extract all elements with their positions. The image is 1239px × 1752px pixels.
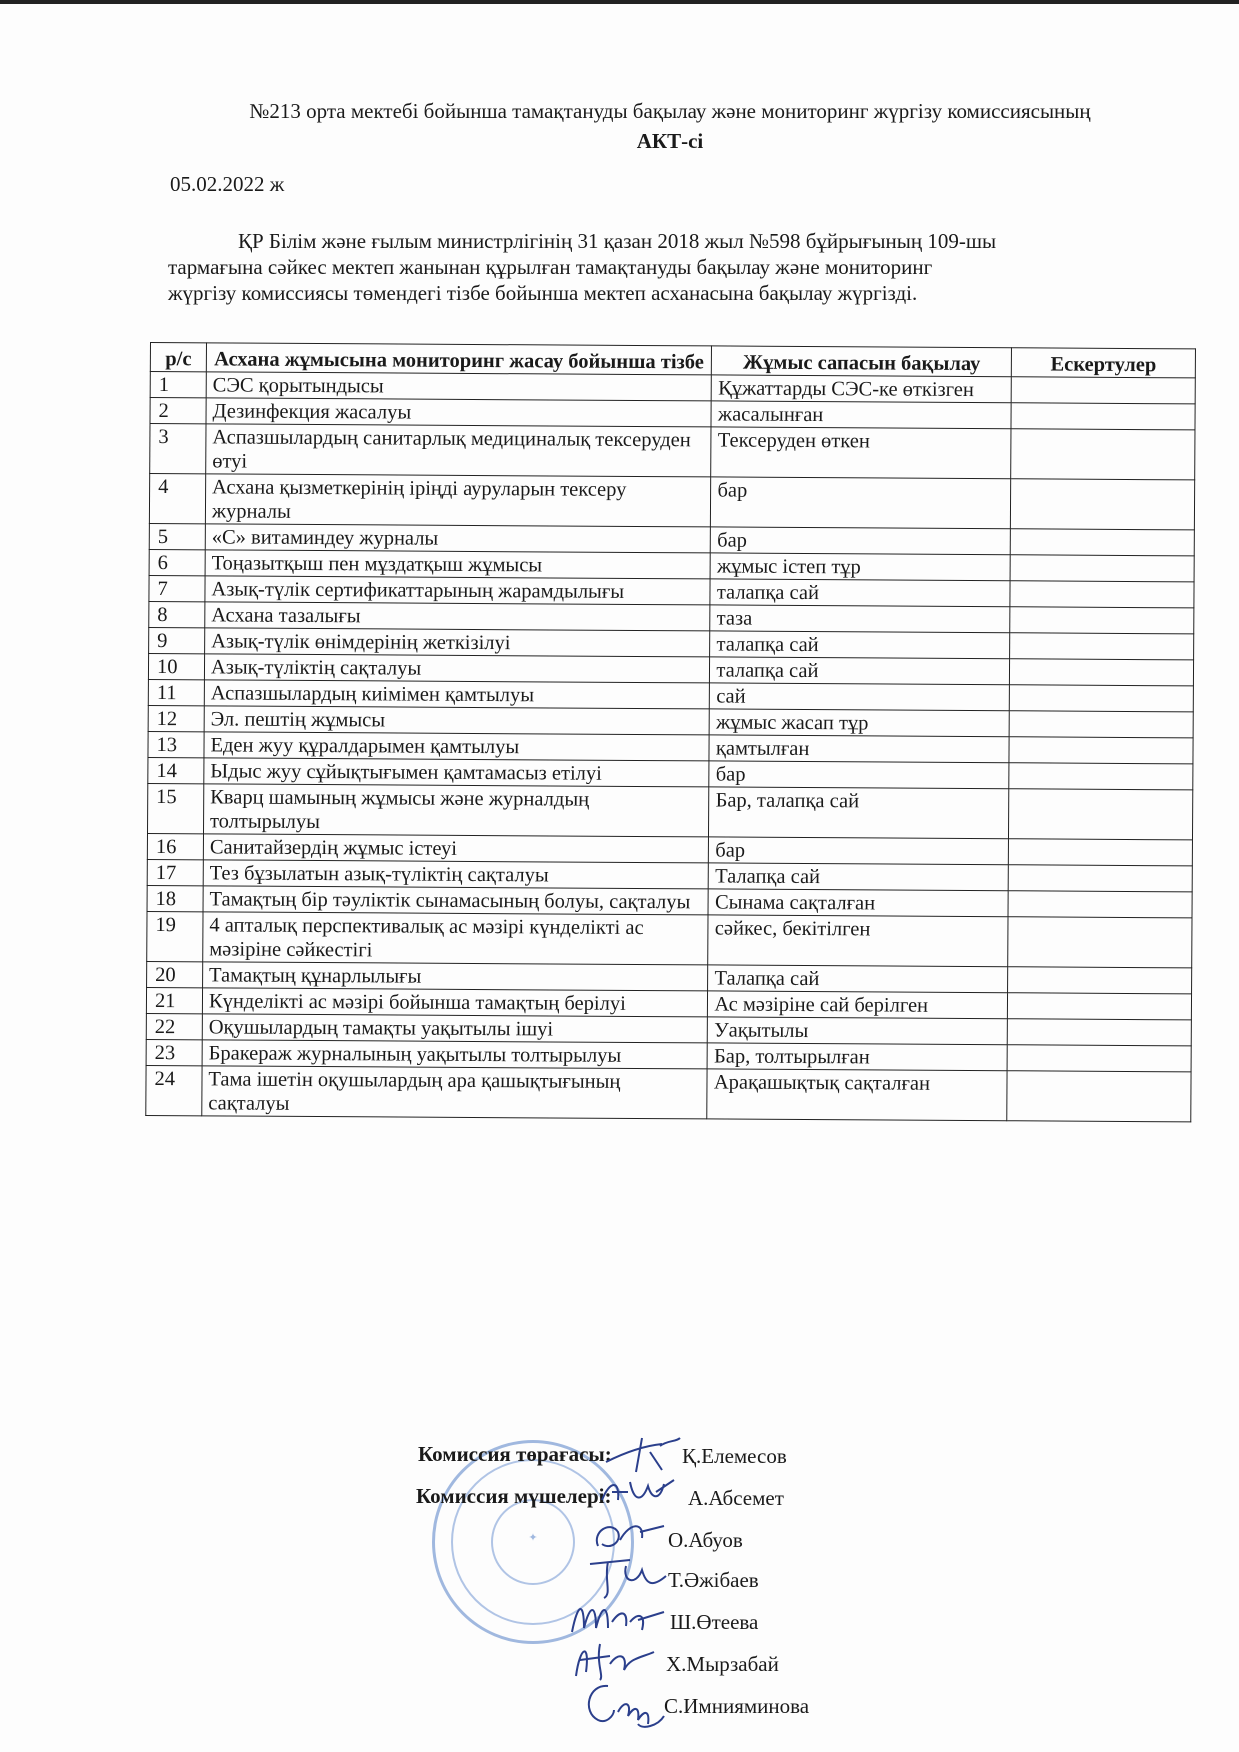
table-row [149,474,1194,530]
row-number: 2 [150,398,206,424]
row-number: 24 [146,1065,202,1115]
row-number: 4 [149,474,205,524]
row-quality: талапқа сай [710,579,1010,607]
row-quality: Ас мәзіріне сай берілген [708,991,1008,1019]
act-title: АКТ-сі [636,129,704,153]
row-checklist-item: Бракераж журналының уақытылы толтырылуы [202,1040,708,1069]
row-note [1010,581,1194,608]
row-note [1007,1045,1191,1072]
row-note [1009,685,1193,712]
row-quality: Талапқа сай [708,965,1008,993]
table-body [146,372,1196,1122]
row-quality: таза [710,605,1010,633]
row-number: 5 [149,523,205,549]
row-number: 18 [147,885,203,911]
row-checklist-item: Асхана қызметкерінің іріңді ауруларын тексеру журналы [205,474,711,527]
title-line: №213 орта мектебі бойынша тамақтануды бақылау және мониторинг жүргізу комиссиясының [249,99,1091,123]
row-checklist-item: Тез бұзылатын азық-түліктің сақталуы [203,860,709,889]
row-quality: Талапқа сай [709,863,1009,891]
row-quality: Бар, талапқа сай [709,787,1009,839]
row-checklist-item: Азық-түлік өнімдерінің жеткізілуі [205,628,711,657]
row-checklist-item: Аспазшылардың киімімен қамтылуы [204,680,710,709]
row-note [1009,737,1193,764]
row-number: 19 [147,911,203,961]
row-quality: талапқа сай [710,657,1010,685]
table-row [147,911,1192,967]
row-number: 3 [150,424,206,474]
row-number: 17 [147,859,203,885]
row-checklist-item: 4 апталық перспективалық ас мәзірі күнделікті ас мәзіріне сәйкестігі [203,912,709,965]
row-note [1008,839,1192,866]
official-seal: ✦ [432,1440,634,1644]
header-quality: Жұмыс сапасын бақылау [712,346,1012,377]
row-checklist-item: Ыдыс жуу сұйықтығымен қамтамасыз етілуі [204,758,710,787]
row-note [1010,633,1194,660]
member-signature [598,1472,678,1512]
row-quality: Бар, толтырылған [707,1043,1007,1071]
intro-line: ҚР Білім және ғылым министрлігінің 31 қазан 2018 жыл №598 бұйрығының 109-шы [238,229,997,253]
row-number: 8 [149,601,205,627]
row-number: 16 [147,833,203,859]
row-quality: бар [711,477,1011,529]
row-number: 10 [148,653,204,679]
member-name: С.Имнияминова [664,1694,810,1718]
row-quality: сай [710,683,1010,711]
row-number: 11 [148,679,204,705]
row-quality: бар [709,837,1009,865]
member-signature [590,1512,670,1556]
row-note [1010,529,1194,556]
row-note [1010,607,1194,634]
row-checklist-item: Эл. пештің жұмысы [204,706,710,735]
row-note [1008,917,1192,968]
row-note [1010,479,1194,530]
row-quality: Тексеруден өткен [711,427,1011,479]
row-note [1010,555,1194,582]
document-title [140,96,1200,156]
row-number: 14 [148,757,204,783]
document-date: 05.02.2022 ж [170,172,285,196]
row-checklist-item: Оқушылардың тамақты уақытылы ішуі [202,1014,708,1043]
row-note [1009,711,1193,738]
table-row [150,424,1195,480]
row-number: 21 [146,987,202,1013]
row-quality: Сынама сақталған [708,889,1008,917]
header-notes: Ескертулер [1011,348,1195,378]
row-number: 6 [149,549,205,575]
row-number: 9 [149,627,205,653]
member-name: Х.Мырзабай [666,1652,779,1676]
row-checklist-item: Күнделікті ас мәзірі бойынша тамақтың берілуі [202,988,708,1017]
row-quality: Құжаттарды СЭС-ке өткізген [712,375,1012,403]
row-note [1008,865,1192,892]
intro-paragraph [168,228,1128,306]
row-checklist-item: Кварц шамының жұмысы және журналдың толтырылуы [203,784,709,837]
row-note [1009,763,1193,790]
row-number: 13 [148,731,204,757]
row-checklist-item: Тамақтың құнарлылығы [203,962,709,991]
row-checklist-item: Тамақтың бір тәуліктік сынамасының болуы, сақталуы [203,886,709,915]
row-number: 20 [147,961,203,987]
row-note [1011,377,1195,404]
row-note [1007,993,1191,1020]
header-checklist: Асхана жұмысына мониторинг жасау бойынша тізбе [206,343,712,375]
member-name: О.Абуов [668,1528,743,1552]
chair-name: Қ.Елемесов [682,1444,787,1468]
row-quality: Уақытылы [708,1017,1008,1045]
row-checklist-item: Дезинфекция жасалуы [206,398,712,427]
row-checklist-item: «С» витаминдеу журналы [205,524,711,553]
row-number: 7 [149,575,205,601]
row-quality: бар [711,527,1011,555]
row-quality: жасалынған [711,401,1011,429]
scan-edge [0,0,1239,4]
row-checklist-item: Азық-түлік сертификаттарының жарамдылығы [205,576,711,605]
row-quality: жұмыс жасап тұр [710,709,1010,737]
row-number: 1 [150,372,206,398]
header-number: р/с [150,343,206,372]
row-note [1011,403,1195,430]
row-number: 15 [147,783,203,833]
signature-block [416,1440,980,1740]
row-number: 12 [148,705,204,731]
row-quality: бар [709,761,1009,789]
row-note [1008,967,1192,994]
row-checklist-item: Еден жуу құралдарымен қамтылуы [204,732,710,761]
row-note [1007,1071,1191,1122]
row-checklist-item: Тама ішетін оқушылардың ара қашықтығының сақталуы [202,1066,708,1119]
row-note [1010,659,1194,686]
table-row [146,1065,1191,1121]
row-checklist-item: Санитайзердің жұмыс істеуі [203,834,709,863]
row-checklist-item: Асхана тазалығы [205,602,711,631]
row-quality: қамтылған [709,735,1009,763]
row-number: 22 [146,1013,202,1039]
row-checklist-item: Аспазшылардың санитарлық медициналық тексеруден өтуі [206,424,712,477]
member-signature [578,1676,668,1732]
row-quality: Арақашықтық сақталған [707,1069,1007,1121]
row-note [1009,789,1193,840]
row-note [1008,891,1192,918]
table-row [147,783,1192,839]
members-label: Комиссия мүшелері: [416,1484,612,1508]
member-name: Т.Әжібаев [668,1568,759,1592]
row-note [1007,1019,1191,1046]
intro-line: тармағына сәйкес мектеп жанынан құрылған тамақтануды бақылау және мониторинг [168,255,933,279]
row-checklist-item: Азық-түліктің сақталуы [204,654,710,683]
chair-label: Комиссия төрағасы: [418,1442,612,1466]
row-quality: сәйкес, бекітілген [708,915,1008,967]
row-number: 23 [146,1039,202,1065]
row-checklist-item: Тоңазытқыш пен мұздатқыш жұмысы [205,550,711,579]
row-note [1011,429,1195,480]
intro-line: жүргізу комиссиясы төмендегі тізбе бойынша мектеп асханасына бақылау жүргізді. [168,281,918,305]
row-checklist-item: СЭС қорытындысы [206,372,712,401]
row-quality: жұмыс істеп тұр [710,553,1010,581]
row-quality: талапқа сай [710,631,1010,659]
member-name: А.Абсемет [688,1486,784,1510]
member-name: Ш.Өтеева [670,1610,759,1634]
monitoring-table [145,342,1196,1122]
